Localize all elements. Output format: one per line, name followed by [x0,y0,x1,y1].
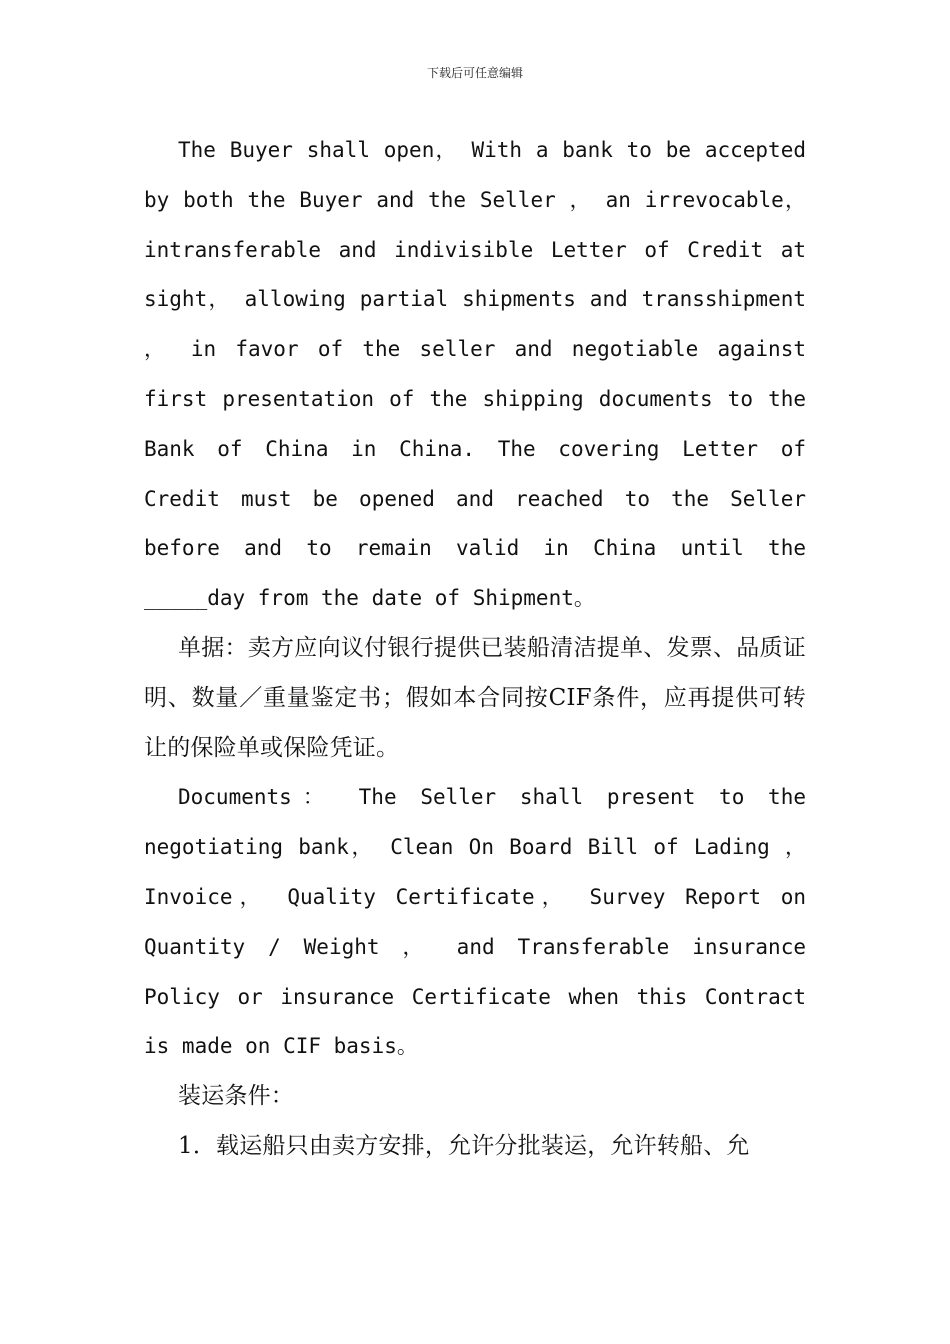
document-body [144,126,806,1172]
paragraph-lc-terms-en: The Buyer shall open， With a bank to be accepted by both the Buyer and the Seller ， an irrevocable，intransferable and indivisible Letter of Credit at sight， allowing partial shipments and transshipment ， in favor of the seller and negotiable against first presentation of the shipping documents to the Bank of China in China. The covering Letter of Credit must be opened and reached to the Seller before and to remain valid in China until the _____day from the date of Shipment。 [144,138,806,611]
paragraph-documents-cn: 单据：卖方应向议付银行提供已装船清洁提单、发票、品质证明、数量／重量鉴定书；假如本合同按CIF条件，应再提供可转让的保险单或保险凭证。 [144,634,806,761]
page-header: 下载后可任意编辑 [426,66,523,80]
paragraph-documents-en: Documents： The Seller shall present to the negotiating bank， Clean On Board Bill of Lading ， Invoice， Quality Certificate， Survey Report on Quantity / Weight ， and Transferable insurance Policy or insurance Certificate when this Contract is made on CIF basis。 [144,785,806,1059]
paragraph-shipment-item-1-cn: 1．载运船只由卖方安排，允许分批装运，允许转船、允 [178,1132,750,1159]
paragraph-shipment-heading-cn: 装运条件： [178,1083,294,1110]
